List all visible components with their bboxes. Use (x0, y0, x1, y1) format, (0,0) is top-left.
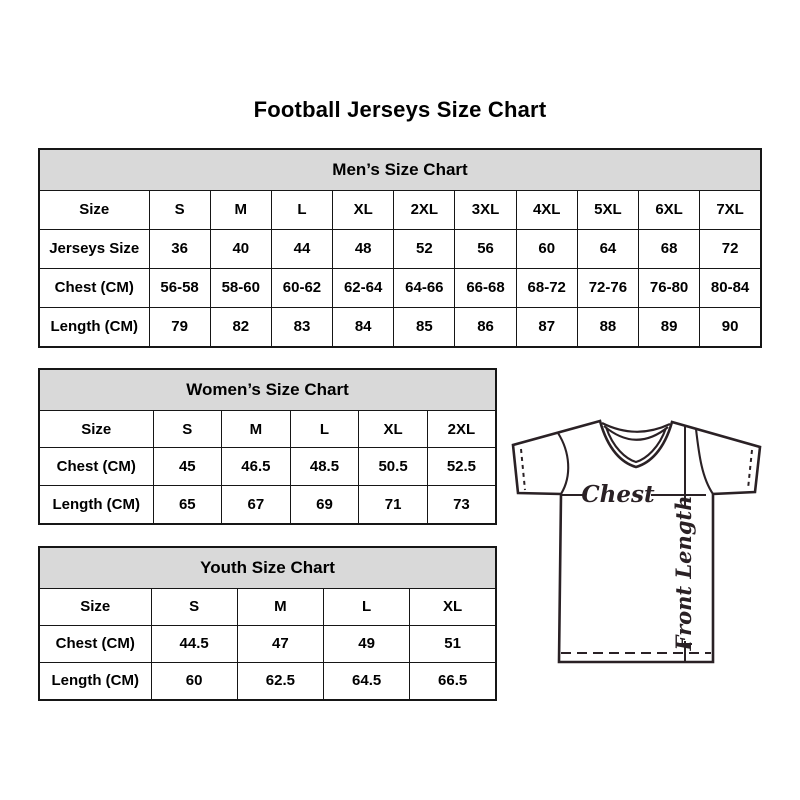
table-cell: 86 (455, 307, 516, 347)
table-cell: 46.5 (222, 448, 291, 485)
table-cell: 56 (455, 229, 516, 268)
table-cell: 89 (639, 307, 700, 347)
table-cell: 80-84 (700, 268, 761, 307)
table-cell: L (271, 191, 332, 230)
table-cell: 6XL (639, 191, 700, 230)
table-cell: 2XL (427, 411, 496, 448)
table-cell: M (237, 589, 323, 626)
table-cell: 60 (151, 662, 237, 700)
table-cell: 68-72 (516, 268, 577, 307)
table-cell: 84 (333, 307, 394, 347)
table-cell: XL (333, 191, 394, 230)
jersey-outline-shape (513, 421, 760, 662)
table-cell: S (151, 589, 237, 626)
table-cell: 2XL (394, 191, 455, 230)
table-cell: M (210, 191, 271, 230)
table-cell: 73 (427, 485, 496, 524)
table-cell: 3XL (455, 191, 516, 230)
table-cell: 72-76 (577, 268, 638, 307)
jersey-measurement-diagram (500, 410, 772, 668)
right-cuff-dashed-line (748, 450, 752, 489)
table-cell: 48.5 (290, 448, 359, 485)
row-label: Size (39, 191, 149, 230)
table-cell: 36 (149, 229, 210, 268)
table-row (39, 589, 496, 626)
table-cell: 52.5 (427, 448, 496, 485)
table-cell: 83 (271, 307, 332, 347)
table-cell: 76-80 (639, 268, 700, 307)
table-cell: 90 (700, 307, 761, 347)
womens-size-table (38, 368, 497, 525)
table-cell: 85 (394, 307, 455, 347)
table-cell: 65 (153, 485, 222, 524)
table-row (39, 268, 761, 307)
row-label: Length (CM) (39, 485, 153, 524)
table-row (39, 307, 761, 347)
table-cell: 40 (210, 229, 271, 268)
table-cell: 60-62 (271, 268, 332, 307)
row-label: Length (CM) (39, 307, 149, 347)
table-row (39, 191, 761, 230)
table-cell: 64-66 (394, 268, 455, 307)
table-cell: 69 (290, 485, 359, 524)
table-row (39, 485, 496, 524)
table-cell: 45 (153, 448, 222, 485)
table-cell: 7XL (700, 191, 761, 230)
table-row (39, 662, 496, 700)
table-cell: 5XL (577, 191, 638, 230)
row-label: Chest (CM) (39, 625, 151, 662)
table-header-row (39, 149, 761, 191)
table-cell: 56-58 (149, 268, 210, 307)
row-label: Size (39, 589, 151, 626)
table-header-row (39, 547, 496, 589)
womens-table-grid (38, 368, 497, 525)
table-cell: 66.5 (410, 662, 496, 700)
table-row (39, 411, 496, 448)
table-cell: 4XL (516, 191, 577, 230)
row-label: Length (CM) (39, 662, 151, 700)
row-label: Size (39, 411, 153, 448)
table-cell: 88 (577, 307, 638, 347)
mens-table-grid (38, 148, 762, 348)
table-cell: L (290, 411, 359, 448)
table-title: Youth Size Chart (39, 547, 496, 589)
table-cell: 67 (222, 485, 291, 524)
row-label: Jerseys Size (39, 229, 149, 268)
row-label: Chest (CM) (39, 448, 153, 485)
table-cell: 47 (237, 625, 323, 662)
table-cell: 64.5 (324, 662, 410, 700)
collar-back-arc-outer (602, 423, 670, 432)
front-length-measure-label: Front Length (671, 495, 696, 651)
table-cell: L (324, 589, 410, 626)
table-cell: 49 (324, 625, 410, 662)
mens-size-table (38, 148, 762, 348)
table-row (39, 625, 496, 662)
row-label: Chest (CM) (39, 268, 149, 307)
table-cell: 50.5 (359, 448, 428, 485)
table-cell: 52 (394, 229, 455, 268)
table-cell: 71 (359, 485, 428, 524)
table-cell: S (149, 191, 210, 230)
table-cell: 66-68 (455, 268, 516, 307)
chest-measure-label: Chest (581, 481, 655, 508)
table-cell: 72 (700, 229, 761, 268)
table-cell: 48 (333, 229, 394, 268)
youth-size-table (38, 546, 497, 701)
table-cell: 79 (149, 307, 210, 347)
table-title: Men’s Size Chart (39, 149, 761, 191)
table-cell: 58-60 (210, 268, 271, 307)
table-cell: 64 (577, 229, 638, 268)
left-cuff-dashed-line (521, 449, 525, 490)
table-cell: 44 (271, 229, 332, 268)
table-cell: 87 (516, 307, 577, 347)
table-cell: XL (410, 589, 496, 626)
table-row (39, 229, 761, 268)
table-cell: M (222, 411, 291, 448)
table-cell: 44.5 (151, 625, 237, 662)
table-cell: 51 (410, 625, 496, 662)
table-header-row (39, 369, 496, 411)
table-cell: S (153, 411, 222, 448)
table-row (39, 448, 496, 485)
table-cell: 62.5 (237, 662, 323, 700)
table-cell: 60 (516, 229, 577, 268)
table-cell: 68 (639, 229, 700, 268)
right-armhole-seam (696, 429, 713, 494)
table-cell: 62-64 (333, 268, 394, 307)
youth-table-grid (38, 546, 497, 701)
left-armhole-seam (558, 433, 568, 494)
table-cell: 82 (210, 307, 271, 347)
page-title: Football Jerseys Size Chart (253, 97, 547, 122)
table-title: Women’s Size Chart (39, 369, 496, 411)
table-cell: XL (359, 411, 428, 448)
